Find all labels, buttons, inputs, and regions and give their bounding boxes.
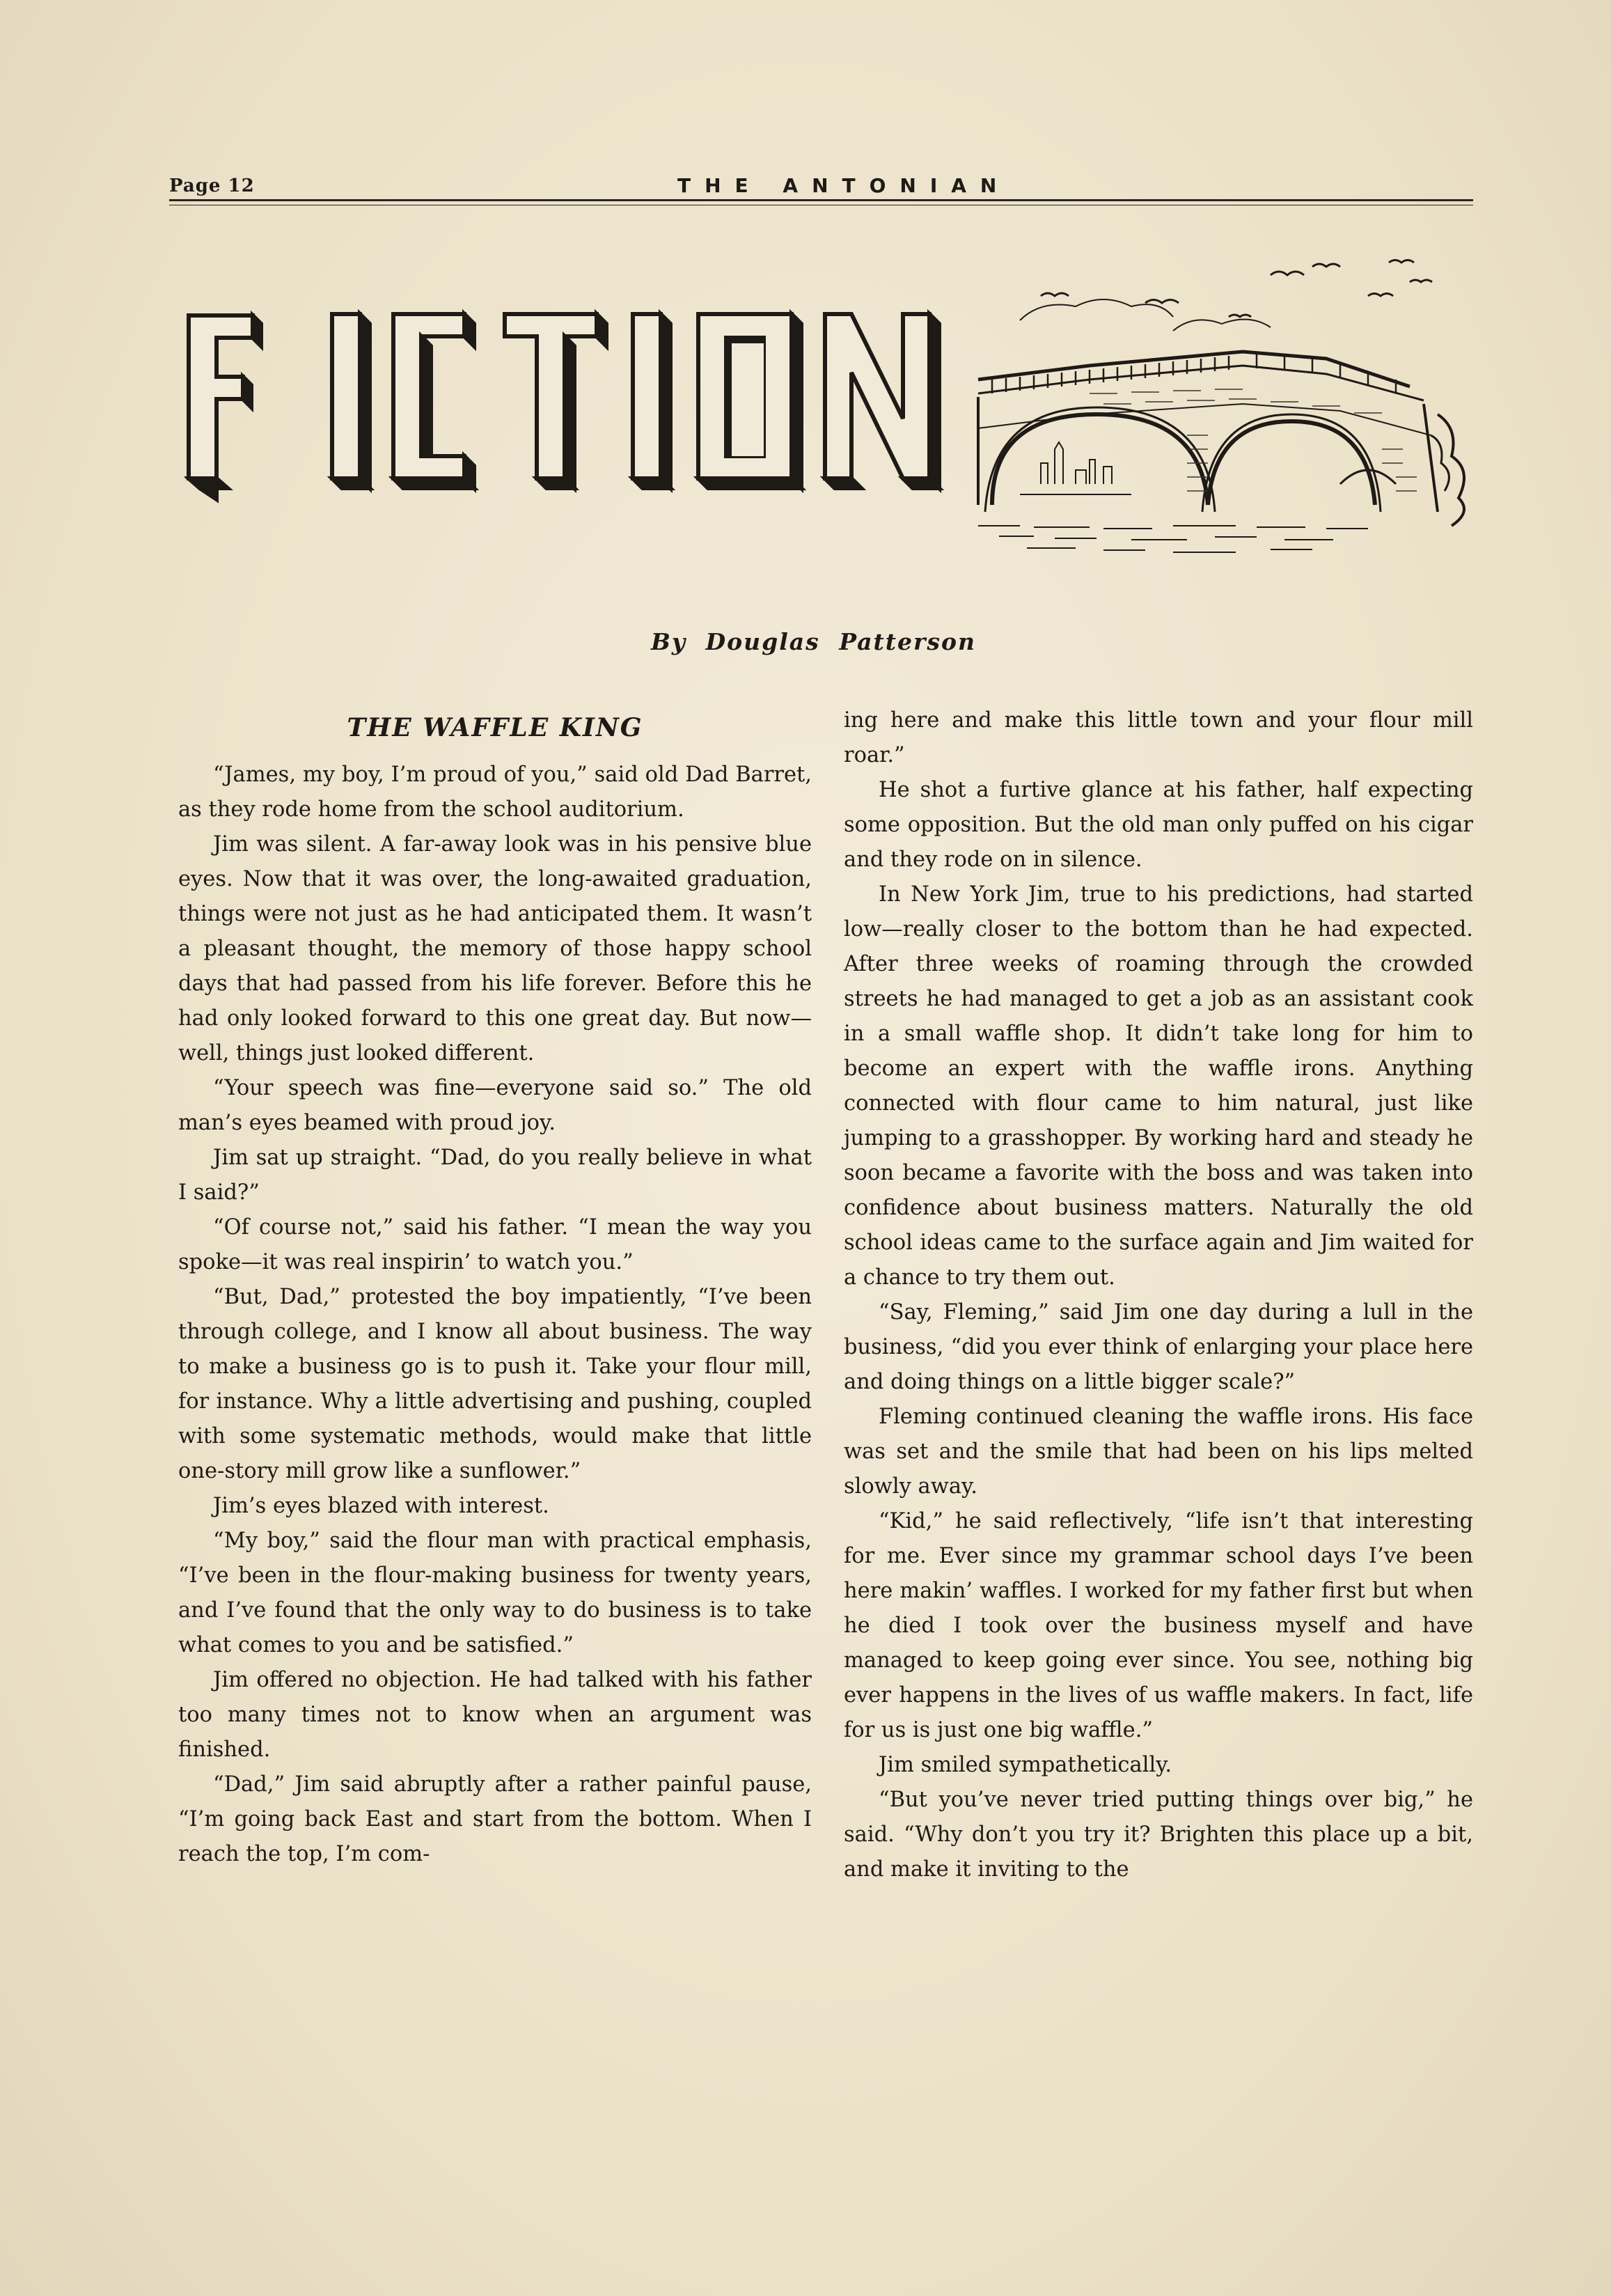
- header-rule: [169, 199, 1473, 201]
- fiction-banner: [184, 254, 1479, 575]
- paragraph: Jim’s eyes blazed with interest.: [213, 1494, 549, 1518]
- bridge-illustration: [978, 260, 1464, 553]
- paragraph: “Your speech was fine—everyone said so.” The old man’s eyes beamed with proud joy.: [178, 1076, 812, 1135]
- letter-i-2: [633, 314, 670, 488]
- paragraph: Fleming continued cleaning the waffle irons. His face was set and the smile that had been on his lips melted slowly away.: [844, 1405, 1473, 1499]
- paragraph: “But you’ve never tried putting things over big,” he said. “Why don’t you try it? Brighten this place up a bit, and make it inviting to the: [844, 1788, 1473, 1882]
- paragraph: He shot a furtive glance at his father, half expecting some opposition. But the old man only puffed on his cigar and they rode on in silence.: [844, 778, 1473, 872]
- paragraph: “Say, Fleming,” said Jim one day during a lull in the business, “did you ever think of enlarging your place here and doing things on a little bigger scale?”: [844, 1300, 1473, 1394]
- right-column: [844, 703, 1473, 1887]
- paragraph: “James, my boy, I’m proud of you,” said old Dad Barret, as they rode home from the school auditorium.: [178, 763, 812, 822]
- paragraph: “Dad,” Jim said abruptly after a rather painful pause, “I’m going back East and start from the bottom. When I reach the top, I’m com-: [178, 1772, 812, 1866]
- running-head: [169, 173, 1473, 201]
- paragraph: “Of course not,” said his father. “I mean the way you spoke—it was real inspirin’ to watch you.”: [178, 1215, 812, 1274]
- paragraph-continuation: ing here and make this little town and your flour mill roar.”: [844, 708, 1473, 767]
- letter-f: [189, 315, 261, 499]
- fiction-lettering: [189, 314, 939, 499]
- paragraph: Jim smiled sympathetically.: [879, 1753, 1172, 1777]
- paragraph: “But, Dad,” protested the boy impatiently, “I’ve been through college, and I know all about business. The way to make a business go is to push it. Take your flour mill, for instance. Why a little advertising and pushing, coupled with some systematic methods, would make that little one-story mill grow like a sunflower.”: [178, 1285, 812, 1483]
- publication-title: THE ANTONIAN: [677, 174, 1011, 197]
- paragraph: “Kid,” he said reflectively, “life isn’t that interesting for me. Ever since my grammar school days I’ve been here makin’ waffles. I worked for my father first but when he died I took over the business myself and have managed to keep going ever since. You see, nothing big ever happens in the lives of us waffle makers. In fact, life for us is just one big waffle.”: [844, 1509, 1473, 1742]
- paragraph: Jim offered no objection. He had talked with his father too many times not to know when an argument was finished.: [178, 1668, 812, 1762]
- paragraph: In New York Jim, true to his predictions, had started low—really closer to the bottom than he had expected. After three weeks of roaming through the crowded streets he had managed to get a job as an assistant cook in a small waffle shop. It didn’t take long for him to become an expert with the waffle irons. Anything connected with flour came to him natural, just like jumping to a grasshopper. By working hard and steady he soon became a favorite with the boss and was taken into confidence about business matters. Naturally the old school ideas came to the surface again and Jim waited for a chance to try them out.: [844, 882, 1473, 1290]
- paragraph: Jim was silent. A far-away look was in his pensive blue eyes. Now that it was over, the long-awaited graduation, things were not just as he had anticipated them. It wasn’t a pleasant thought, the memory of those happy school days that had passed from his life forever. Before this he had only looked forward to this one great day. But now—well, things just looked different.: [178, 832, 812, 1065]
- letter-o: [698, 314, 801, 488]
- paragraph: “My boy,” said the flour man with practical emphasis, “I’ve been in the flour-making business for twenty years, and I’ve found that the only way to do business is to take what comes to you and be satisfied.”: [178, 1529, 812, 1657]
- water-ripples: [978, 526, 1368, 552]
- story-title: THE WAFFLE KING: [347, 713, 643, 742]
- paragraph: Jim sat up straight. “Dad, do you really believe in what I said?”: [178, 1146, 812, 1205]
- left-column: [178, 703, 812, 1872]
- letter-t: [505, 314, 606, 488]
- letter-n: [825, 314, 939, 488]
- letter-c: [393, 314, 474, 488]
- page-number: Page 12: [169, 175, 255, 196]
- fiction-banner-art: [184, 254, 1479, 575]
- distant-city: [1020, 442, 1131, 494]
- letter-i-1: [332, 314, 370, 488]
- birds: [1041, 260, 1432, 318]
- byline: By Douglas Patterson: [651, 628, 976, 655]
